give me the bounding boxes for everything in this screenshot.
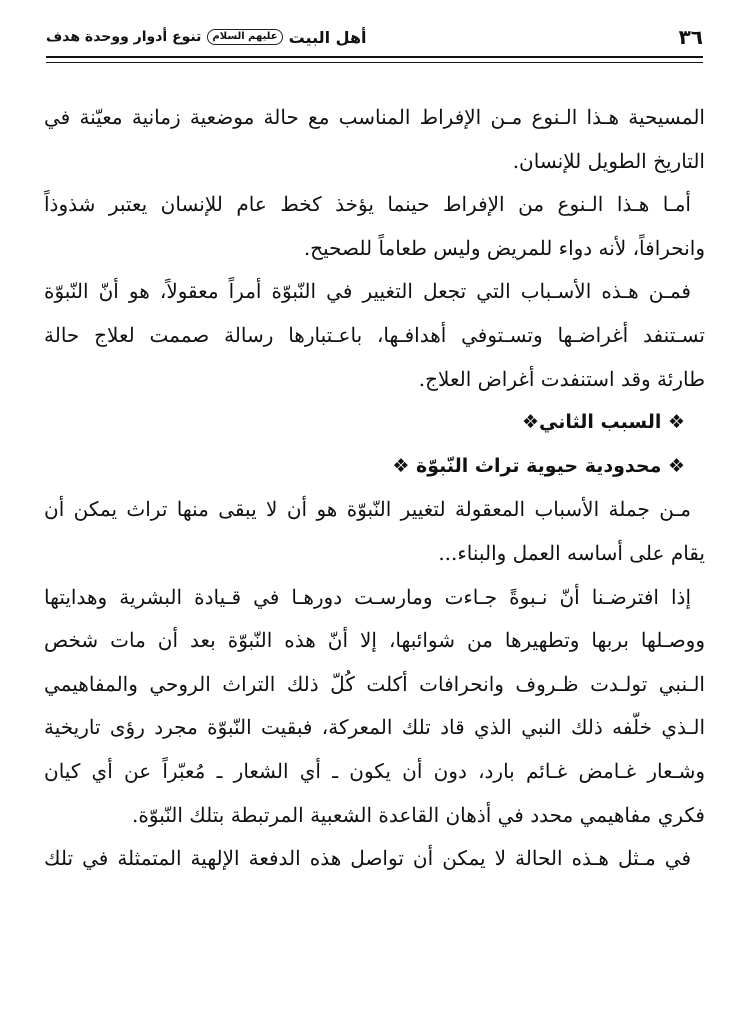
- text-line: طارئة وقد استنفدت أغراض العلاج.: [418, 366, 705, 391]
- page-header: [46, 20, 703, 54]
- page-number: ٣٦: [678, 25, 703, 49]
- text-line: فمـن هـذه الأسـباب التي تجعل التغيير في النّبوّة أمراً معقولاً، هو أنّ النّبوّة: [44, 279, 691, 304]
- section-heading: ❖ محدودية حيوية تراث النّبوّة ❖: [392, 454, 685, 477]
- running-title: [46, 28, 367, 47]
- book-subtitle: تنوع أدوار ووحدة هدف: [46, 29, 202, 45]
- header-rule-thin: [46, 62, 703, 63]
- text-line: وانحرافاً، لأنه دواء للمريض وليس طعاماً للصحيح.: [303, 235, 705, 260]
- book-title: أهل البيت: [288, 27, 367, 47]
- section-heading: ❖ السبب الثاني❖: [521, 411, 685, 434]
- page-body: [44, 96, 705, 881]
- text-line: أمـا هـذا الـنوع من الإفراط حينما يؤخذ كخط عام للإنسان يعتبر شذوذاً: [44, 192, 691, 217]
- text-line: المسيحية هـذا الـنوع مـن الإفراط المناسب مع حالة موضعية زمانية معيّنة في: [44, 105, 705, 129]
- text-line: وشـعار غـامض غـائم بارد، دون أن يكون ـ أي الشعار ـ مُعبّراً عن أي كيان: [44, 758, 705, 783]
- text-line: الـذي خلّفه ذلك النبي الذي قاد تلك المعركة، فبقيت النّبوّة مجرد رؤى تاريخية: [44, 715, 705, 740]
- header-rule-thick: [46, 56, 703, 58]
- text-line: التاريخ الطويل للإنسان.: [512, 148, 705, 173]
- text-line: ووصـلها بربها وتطهيرها من شوائبها، إلا أنّ هذه النّبوّة بعد أن مات شخص: [44, 628, 705, 653]
- text-line: يقام على أساسه العمل والبناء...: [438, 540, 705, 565]
- text-line: إذا افترضـنا أنّ نـبوةً جـاءت ومارسـت دورهـا في قـيادة البشرية وهدايتها: [44, 584, 691, 609]
- text-line: فكري مفاهيمي محدد في أذهان القاعدة الشعبية المرتبطة بتلك النّبوّة.: [132, 802, 705, 827]
- text-line: تسـتنفد أغراضـها وتسـتوفي أهدافـها، باعـتبارها رسالة صممت لعلاج حالة: [44, 322, 705, 347]
- text-line: الـنبي تولـدت ظـروف وانحرافات أكلت كُلّ ذلك التراث الروحي والمفاهيمي: [44, 671, 705, 696]
- text-line: في مـثل هـذه الحالة لا يمكن أن تواصل هذه الدفعة الإلهية المتمثلة في تلك: [44, 846, 691, 871]
- honorific-glyph: عليهم السلام: [207, 29, 282, 45]
- text-line: مـن جملة الأسباب المعقولة لتغيير النّبوّة هو أن لا يبقى منها تراث يمكن أن: [44, 497, 691, 522]
